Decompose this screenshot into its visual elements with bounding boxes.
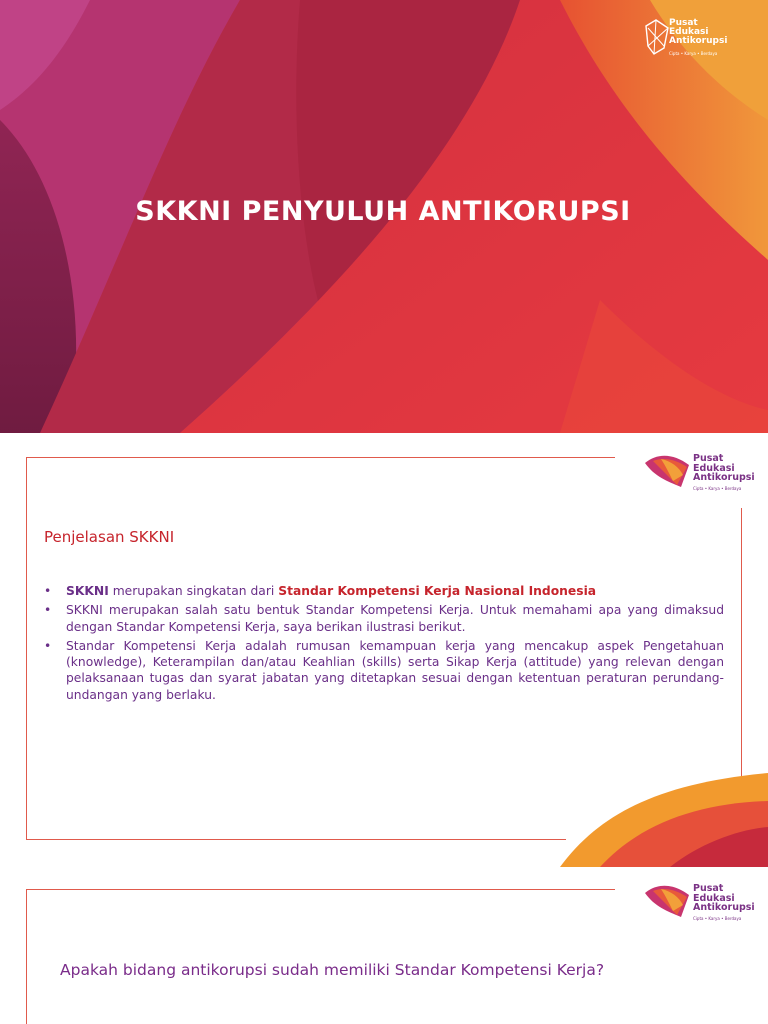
frame-line-left (26, 457, 27, 840)
bullet-dot: • (44, 584, 52, 598)
corner-decoration (560, 773, 768, 867)
logo-mark-icon (644, 18, 670, 58)
content-slide (0, 433, 768, 867)
frame-line-left (26, 889, 27, 1024)
bullet-text: SKKNI merupakan salah satu bentuk Standar Kompetensi Kerja. Untuk memahami apa yang dimaksud dengan Standar Kompetensi Kerja, saya berikan ilustrasi berikut. (66, 603, 724, 634)
pusat-edukasi-antikorupsi-logo (643, 451, 763, 497)
logo-tagline: Cipta • Karya • Berdaya (693, 486, 742, 491)
question-slide (0, 867, 768, 1024)
logo-line-1: Pusat (669, 18, 698, 28)
section-heading: Penjelasan SKKNI (44, 528, 175, 546)
pusat-edukasi-antikorupsi-logo (644, 18, 764, 64)
logo-tagline: Cipta • Karya • Berdaya (693, 916, 742, 921)
slide-title (0, 196, 768, 227)
logo-text (693, 884, 755, 913)
bullet-item (44, 583, 724, 599)
logo-tagline: Cipta • Karya • Berdaya (669, 51, 718, 56)
logo-line-2: Edukasi (693, 462, 735, 474)
logo-mark-icon (643, 881, 693, 921)
bullet-item (44, 638, 724, 703)
title-slide (0, 0, 768, 433)
logo-line-3: Antikorupsi (669, 36, 728, 46)
frame-line-bottom (26, 839, 566, 840)
frame-line-right (741, 508, 742, 798)
frame-line-top (26, 457, 615, 458)
bullet-item (44, 602, 724, 635)
frame-line-top (26, 889, 615, 890)
logo-text (669, 19, 727, 46)
bullet-text: merupakan singkatan dari (108, 584, 279, 598)
logo-line-1: Pusat (693, 453, 724, 464)
bullet-dot: • (44, 638, 52, 653)
bullet-expansion: Standar Kompetensi Kerja Nasional Indonesia (278, 584, 597, 598)
logo-line-3: Antikorupsi (693, 472, 755, 483)
logo-mark-icon (643, 451, 693, 491)
logo-text (693, 454, 755, 483)
logo-line-2: Edukasi (669, 27, 709, 37)
pusat-edukasi-antikorupsi-logo (643, 881, 763, 927)
bullet-text: Standar Kompetensi Kerja adalah rumusan kemampuan kerja yang mencakup aspek Pengetahuan (knowledge), Keterampilan dan/atau Keahlian (skills) serta Sikap Kerja (attitude) yang relevan dengan pelaksanaan tugas dan syarat jabatan yang ditetapkan sesuai dengan ketentuan peraturan perundang-undangan yang berlaku. (66, 638, 724, 702)
bullet-list (44, 583, 724, 706)
bullet-term: SKKNI (66, 584, 109, 598)
logo-line-1: Pusat (693, 883, 724, 894)
question-text: Apakah bidang antikorupsi sudah memiliki Standar Kompetensi Kerja? (60, 961, 605, 979)
bullet-dot: • (44, 603, 52, 618)
logo-line-3: Antikorupsi (693, 902, 755, 913)
title-text: SKKNI PENYULUH ANTIKORUPSI (135, 196, 631, 227)
logo-line-2: Edukasi (693, 892, 735, 904)
